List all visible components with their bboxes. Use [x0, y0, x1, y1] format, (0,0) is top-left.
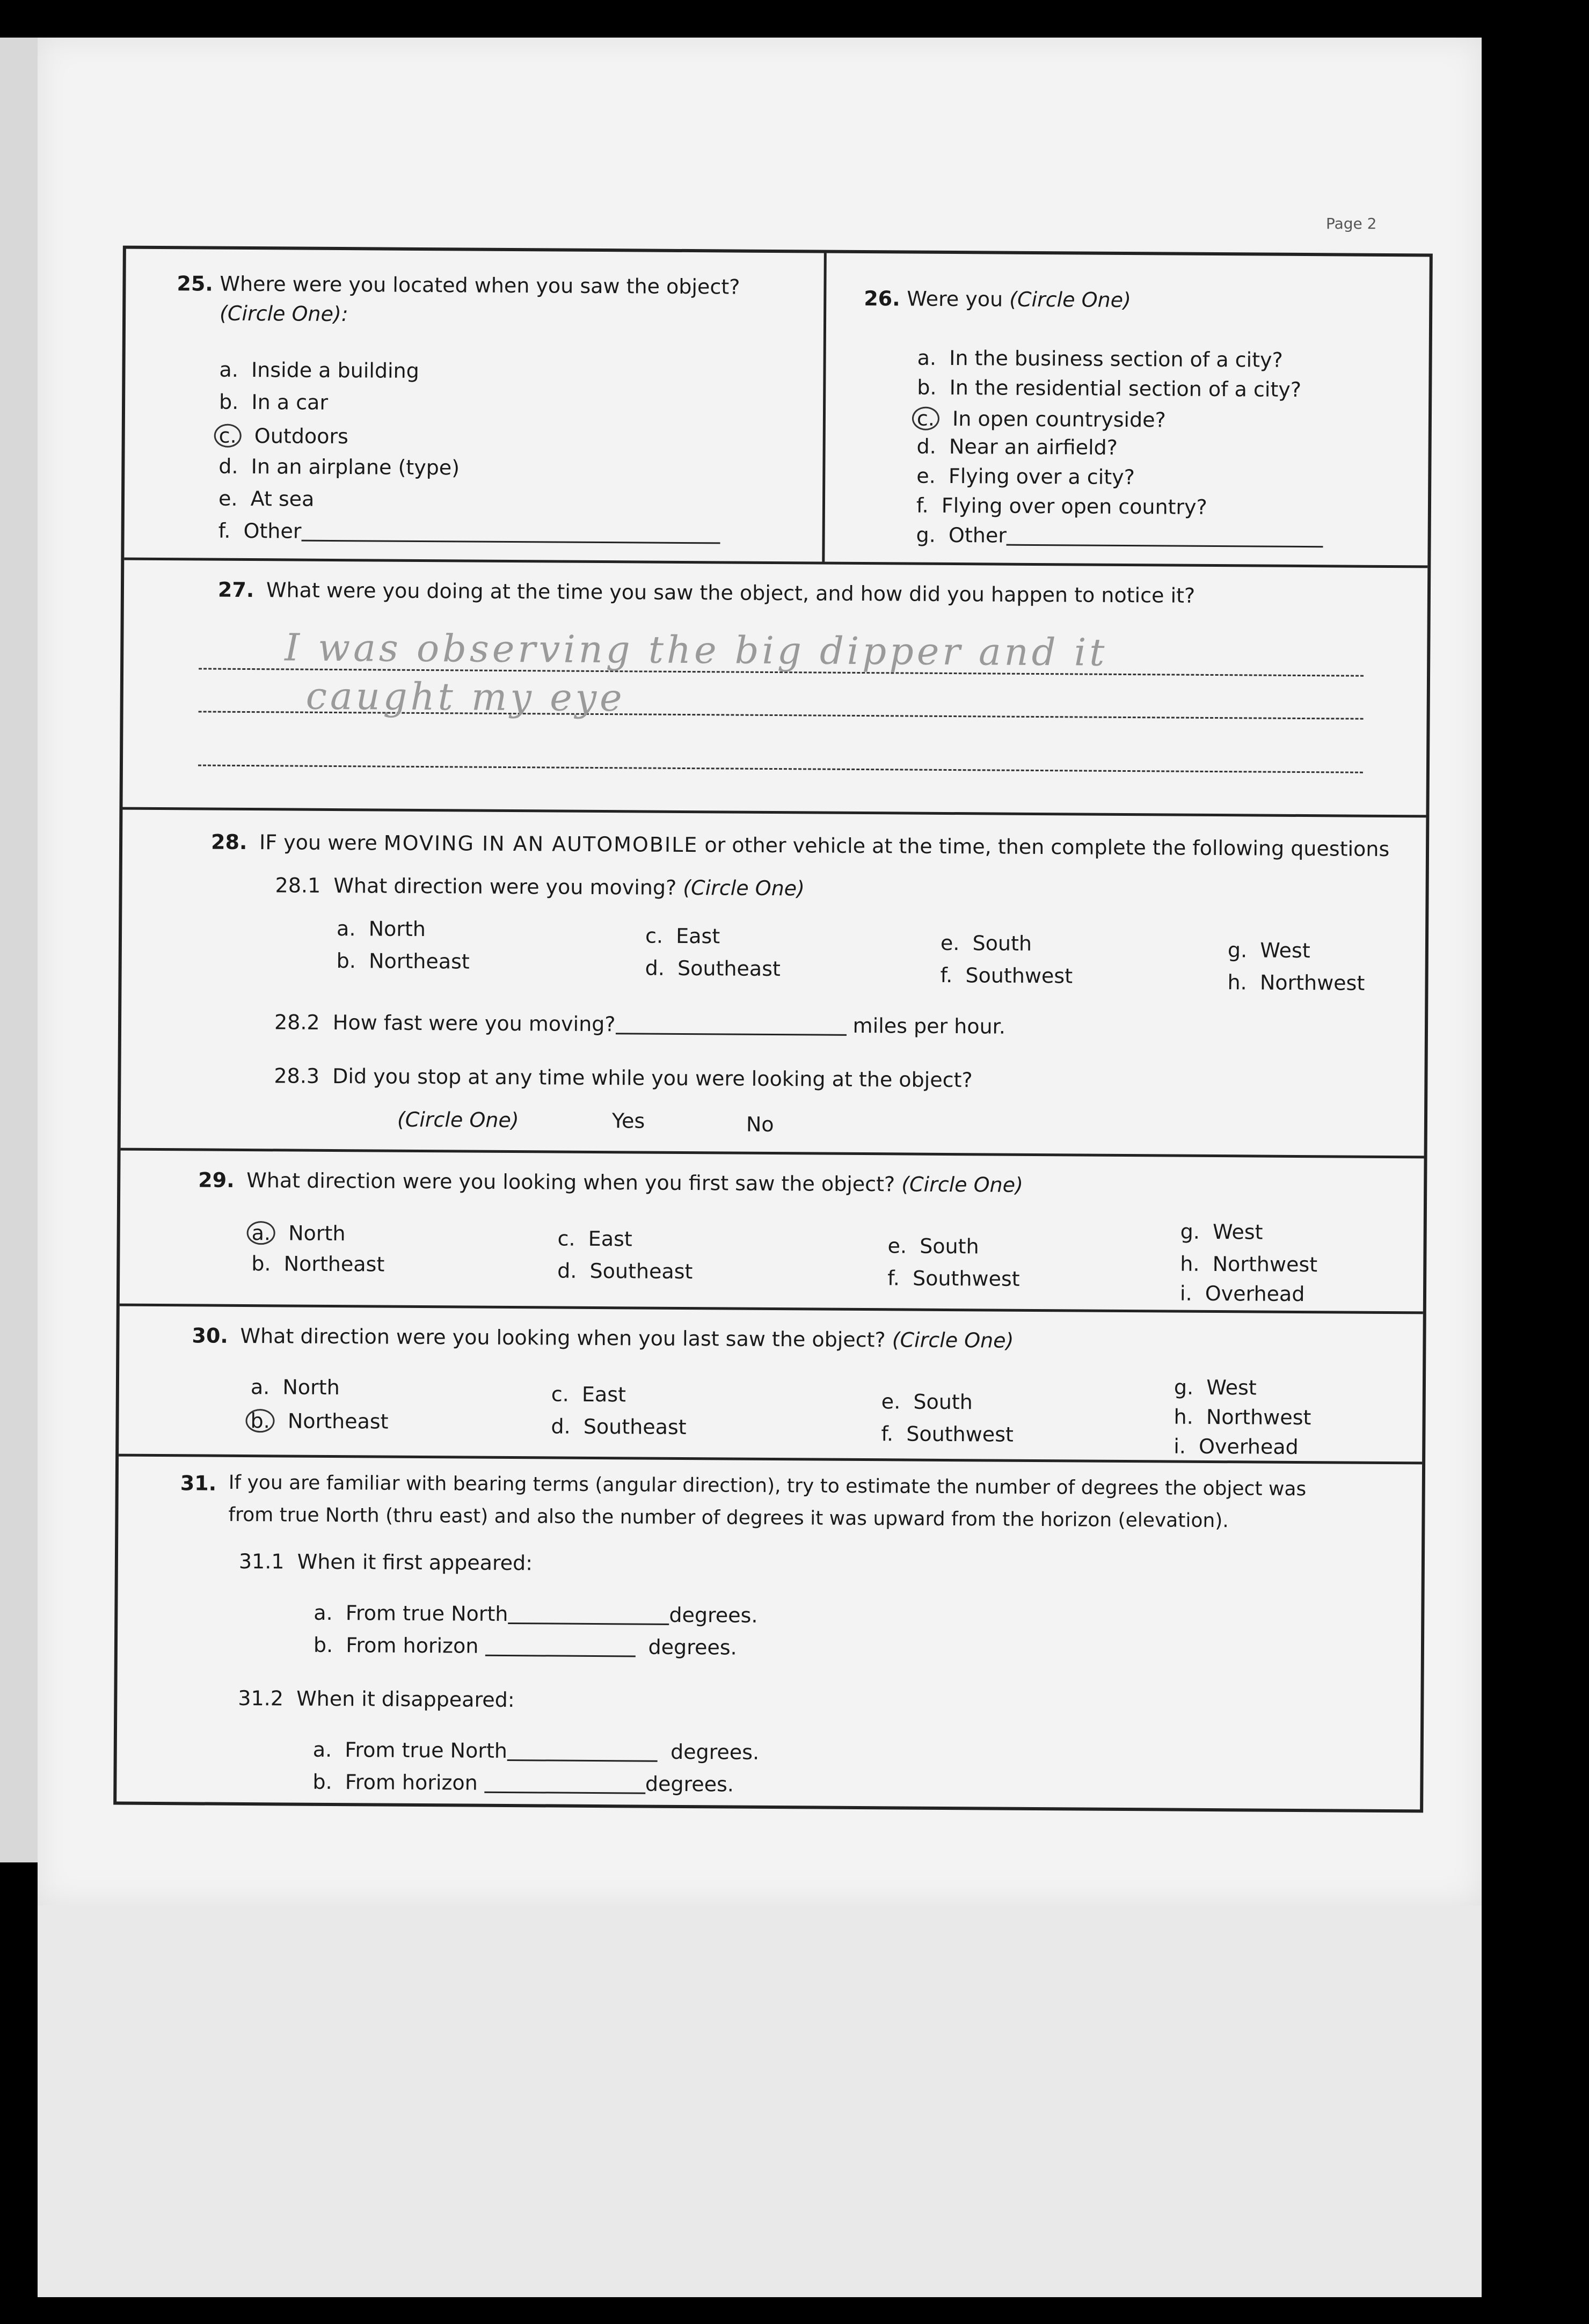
- questionnaire-form: [113, 246, 1433, 1813]
- q31-2-horizon: b. From horizon degrees.: [312, 1770, 734, 1796]
- q27-answer-line2: caught my eye: [305, 674, 625, 720]
- q29-option-f: f. Southwest: [887, 1266, 1020, 1291]
- q29-selected-circle: a.: [247, 1221, 276, 1245]
- q29-option-c: c. East: [557, 1226, 632, 1251]
- q28-option-b: b. Northeast: [336, 949, 470, 974]
- q28-2-question: 28.2 How fast were you moving? miles per hour.: [274, 1010, 1006, 1039]
- q28-speed-field[interactable]: [615, 1033, 846, 1036]
- q31-1-horizon-field[interactable]: [485, 1655, 635, 1657]
- q31-2-heading: 31.2 When it disappeared:: [238, 1686, 515, 1712]
- q30-option-h: h. Northwest: [1173, 1405, 1311, 1430]
- q31-2-north-field[interactable]: [507, 1759, 658, 1762]
- q26-option-a: a. In the business section of a city?: [917, 346, 1283, 372]
- q30-option-b: b. Northeast: [250, 1409, 388, 1434]
- q28-3-instruction: (Circle One): [397, 1107, 519, 1132]
- q31-number: 31.: [180, 1471, 217, 1495]
- underlying-page: [38, 1868, 1482, 2297]
- q31-line2: from true North (thru east) and also the number of degrees it was upward from the horizon (elevation).: [228, 1503, 1229, 1532]
- q28-option-e: e. South: [940, 931, 1032, 955]
- divider-28: [122, 807, 1426, 818]
- q25-option-d: d. In an airplane (type): [218, 454, 460, 480]
- q29-option-i: i. Overhead: [1179, 1281, 1305, 1306]
- q28-option-c: c. East: [645, 924, 720, 948]
- q28-3-yes[interactable]: Yes: [611, 1109, 645, 1133]
- q31-line1: If you are familiar with bearing terms (angular direction), try to estimate the number of degrees the object was: [228, 1471, 1307, 1501]
- q28-number: 28.: [210, 830, 247, 854]
- q29-option-b: b. Northeast: [251, 1252, 385, 1276]
- q26-question: Were you (Circle One): [907, 287, 1131, 312]
- q30-option-d: d. Southeast: [551, 1414, 687, 1439]
- q29-option-g: g. West: [1180, 1219, 1263, 1244]
- q29-option-e: e. South: [887, 1234, 979, 1259]
- q27-number: 27.: [217, 578, 254, 602]
- q26-other-field[interactable]: [1007, 544, 1323, 548]
- divider-29: [121, 1148, 1424, 1159]
- q30-option-c: c. East: [551, 1382, 626, 1407]
- q26-option-g: g. Other: [916, 525, 1323, 548]
- q30-option-a: a. North: [250, 1375, 340, 1400]
- q29-option-a: a. North: [252, 1221, 346, 1245]
- q30-number: 30.: [192, 1324, 228, 1348]
- divider-25-26: [822, 253, 827, 562]
- q25-option-b: b. In a car: [218, 390, 329, 414]
- q28-3-no[interactable]: No: [746, 1112, 774, 1137]
- q31-1-north: a. From true North degrees.: [314, 1601, 758, 1627]
- q25-option-e: e. At sea: [218, 486, 315, 511]
- scan-edge: [0, 38, 38, 1862]
- q31-1-heading: 31.1 When it first appeared:: [238, 1549, 533, 1575]
- q25-other-field[interactable]: [301, 540, 720, 544]
- q25-option-a: a. Inside a building: [219, 357, 419, 383]
- q30-option-e: e. South: [881, 1390, 973, 1414]
- q29-option-h: h. Northwest: [1180, 1252, 1318, 1277]
- q25-instruction: (Circle One):: [219, 301, 348, 326]
- q31-2-horizon-field[interactable]: [484, 1792, 645, 1794]
- q30-selected-circle: b.: [245, 1409, 274, 1433]
- q26-option-c: c. In open countryside?: [917, 407, 1166, 432]
- q28-option-a: a. North: [336, 917, 426, 941]
- q26-selected-circle: c.: [912, 407, 939, 430]
- q31-1-horizon: b. From horizon degrees.: [313, 1633, 737, 1660]
- q29-option-d: d. Southeast: [557, 1259, 693, 1284]
- q26-option-f: f. Flying over open country?: [916, 493, 1207, 519]
- q26-number: 26.: [864, 287, 900, 311]
- q28-option-g: g. West: [1227, 938, 1310, 963]
- q25-option-f: f. Other: [218, 521, 720, 544]
- q26-option-e: e. Flying over a city?: [916, 464, 1135, 489]
- q27-question: What were you doing at the time you saw the object, and how did you happen to notice it?: [266, 578, 1196, 608]
- q28-option-d: d. Southeast: [645, 956, 781, 981]
- q29-question: What direction were you looking when you first saw the object? (Circle One): [246, 1168, 1024, 1197]
- q30-option-g: g. West: [1173, 1375, 1257, 1400]
- q30-option-i: i. Overhead: [1173, 1434, 1299, 1459]
- q25-question: Where were you located when you saw the object?: [220, 272, 740, 299]
- q28-1-question: 28.1 What direction were you moving? (Circle One): [275, 873, 805, 901]
- q25-number: 25.: [177, 272, 213, 296]
- q30-option-f: f. Southwest: [881, 1422, 1014, 1446]
- q27-answer-line1: I was observing the big dipper and it: [285, 625, 1108, 675]
- q26-option-d: d. Near an airfield?: [916, 434, 1118, 459]
- q25-selected-circle: c.: [214, 424, 242, 448]
- q28-question: IF you were MOVING IN AN AUTOMOBILE or other vehicle at the time, then complete the following questions: [259, 830, 1390, 861]
- q28-3-question: 28.3 Did you stop at any time while you were looking at the object?: [274, 1064, 973, 1092]
- page-number: Page 2: [1326, 215, 1377, 232]
- q28-option-f: f. Southwest: [940, 963, 1073, 988]
- q28-option-h: h. Northwest: [1227, 970, 1365, 995]
- q30-question: What direction were you looking when you last saw the object? (Circle One): [240, 1324, 1014, 1353]
- divider-27: [124, 558, 1427, 568]
- q31-2-north: a. From true North degrees.: [312, 1737, 760, 1764]
- q29-number: 29.: [198, 1168, 235, 1192]
- q25-option-c: c. Outdoors: [219, 424, 348, 448]
- q31-1-north-field[interactable]: [508, 1623, 669, 1625]
- q27-line-3: [198, 764, 1363, 773]
- q26-option-b: b. In the residential section of a city?: [917, 375, 1302, 401]
